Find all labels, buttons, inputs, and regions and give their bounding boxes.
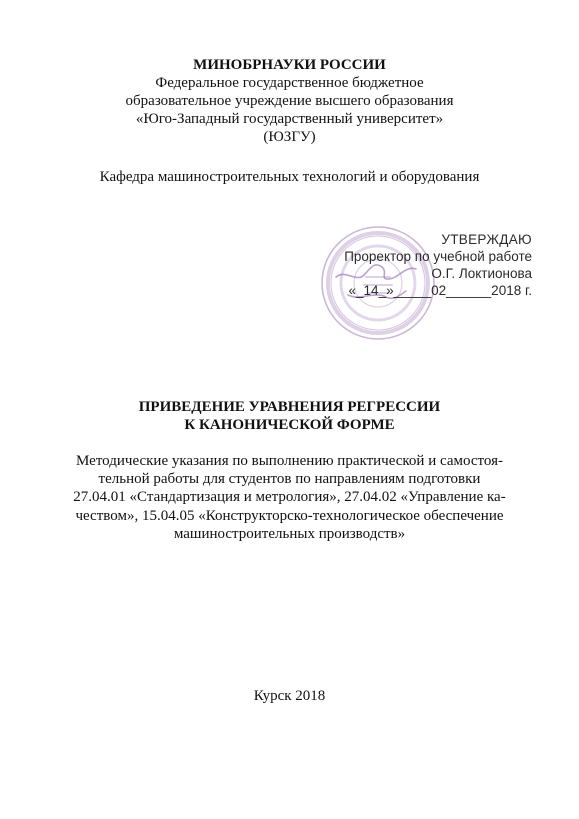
institution-category: образовательное учреждение высшего образования bbox=[125, 93, 454, 109]
document-description bbox=[0, 452, 579, 543]
document-title bbox=[0, 398, 579, 434]
approver-name: О.Г. Локтионова bbox=[431, 266, 532, 281]
ministry-name: МИНОБРНАУКИ РОССИИ bbox=[193, 57, 386, 73]
city-year: Курск 2018 bbox=[253, 688, 326, 704]
approval-block bbox=[318, 213, 568, 353]
approval-heading: УТВЕРЖДАЮ bbox=[441, 232, 532, 247]
document-title-line-1: ПРИВЕДЕНИЕ УРАВНЕНИЯ РЕГРЕССИИ bbox=[138, 399, 441, 415]
description-line: чеством», 15.04.05 «Конструкторско-технологическое обеспечение bbox=[75, 507, 504, 524]
university-abbreviation: (ЮЗГУ) bbox=[263, 129, 316, 145]
description-line: 27.04.01 «Стандартизация и метрология», 27.04.02 «Управление ка- bbox=[73, 489, 506, 506]
institution-type: Федеральное государственное бюджетное bbox=[155, 75, 424, 91]
ministry-header bbox=[0, 56, 579, 146]
department-name: Кафедра машиностроительных технологий и оборудования bbox=[99, 169, 480, 185]
document-title-line-2: К КАНОНИЧЕСКОЙ ФОРМЕ bbox=[184, 417, 395, 433]
approval-date: «_14_»_____02______2018 г. bbox=[348, 283, 532, 298]
description-line: Методические указания по выполнению практической и самостоя- bbox=[76, 453, 503, 469]
university-name: «Юго-Западный государственный университет» bbox=[135, 111, 444, 127]
description-line: машиностроительных производств» bbox=[173, 525, 406, 542]
approver-position: Проректор по учебной работе bbox=[344, 249, 532, 264]
description-line: тельной работы для студентов по направлениям подготовки bbox=[98, 471, 481, 488]
